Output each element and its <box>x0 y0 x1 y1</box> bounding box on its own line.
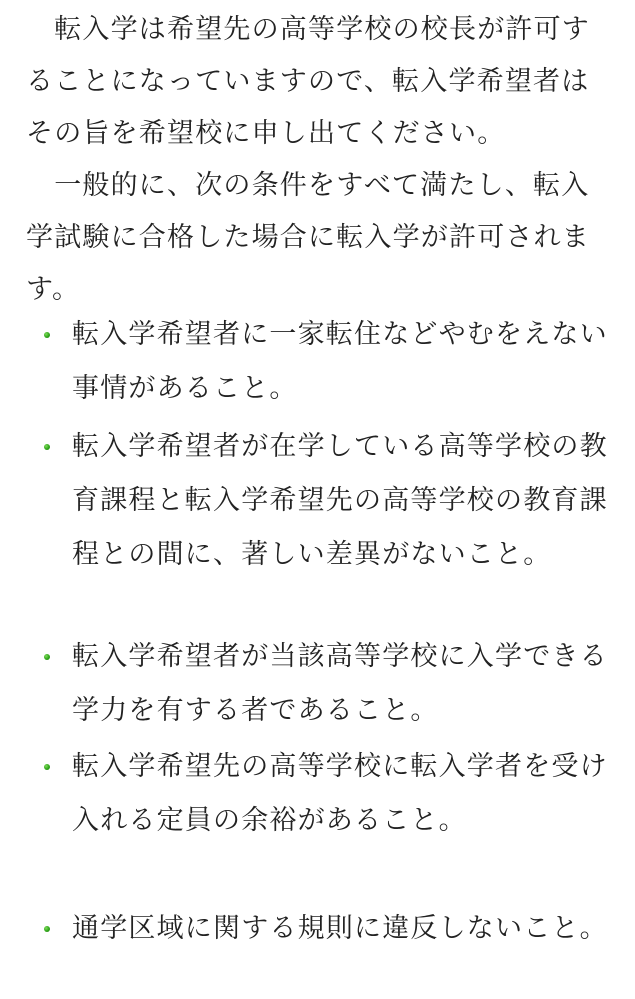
list-item-text: 転入学希望者が当該高等学校に入学できる学力を有する者であること。 <box>72 641 608 726</box>
list-item-text: 通学区域に関する規則に違反しないこと。 <box>72 913 608 944</box>
list-item-text: 転入学希望先の高等学校に転入学者を受け入れる定員の余裕があること。 <box>72 751 608 836</box>
bullet-icon <box>44 764 50 770</box>
intro-paragraph: 転入学は希望先の高等学校の校長が許可することになっていますので、転入学希望者はその旨を希望校に申し出てください。 <box>26 14 590 149</box>
bullet-icon <box>44 654 50 660</box>
list-item-text: 転入学希望者に一家転住などやむをえない事情があること。 <box>72 319 608 404</box>
conditions-intro-paragraph: 一般的に、次の条件をすべて満たし、転入学試験に合格した場合に転入学が許可されます。 <box>26 170 590 305</box>
bullet-icon <box>44 926 50 932</box>
bullet-icon <box>44 444 50 450</box>
list-item-text: 転入学希望者が在学している高等学校の教育課程と転入学希望先の高等学校の教育課程との間に、著しい差異がないこと。 <box>72 431 608 570</box>
bullet-icon <box>44 332 50 338</box>
